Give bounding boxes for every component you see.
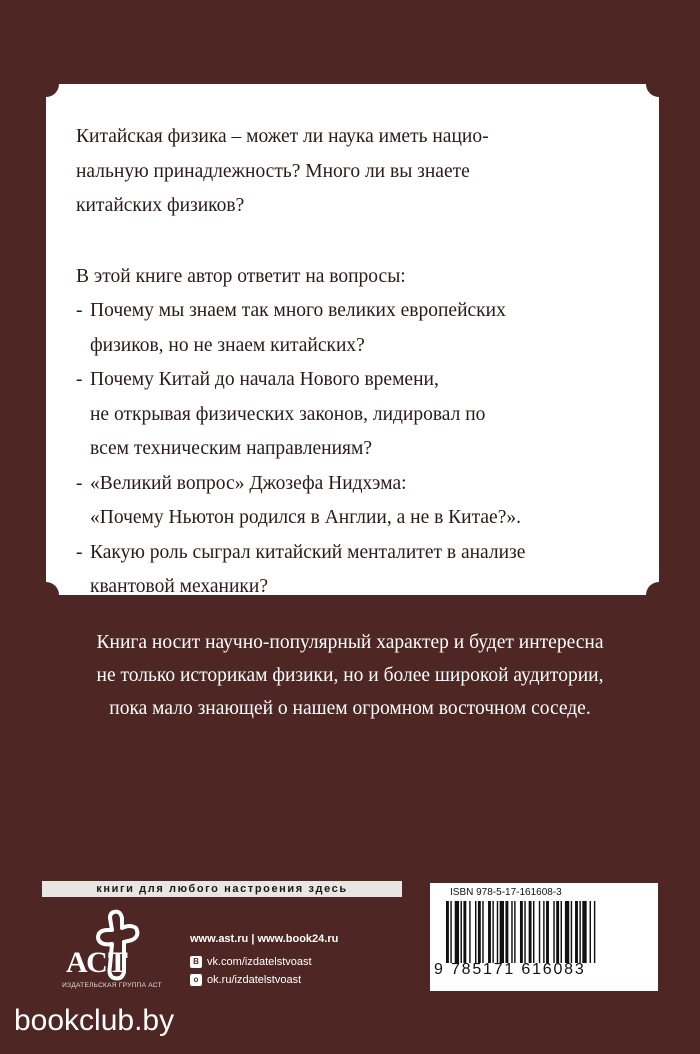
barcode-icon: [446, 901, 642, 963]
intro-line: нальную принадлежность? Много ли вы знаете: [76, 160, 470, 182]
isbn-label: ISBN 978-5-17-161608-3: [450, 887, 562, 898]
list-dash: -: [76, 369, 83, 390]
barcode-bar: [575, 901, 578, 963]
panel-corner-notch: [646, 582, 672, 608]
question-line: Какую роль сыграл китайский менталитет в анализе: [90, 541, 526, 563]
question-line: всем техническим направлениям?: [90, 438, 372, 459]
panel-corner-notch: [33, 582, 59, 608]
barcode-number: 9 785171 616083: [434, 961, 586, 978]
panel-text: [76, 120, 636, 605]
barcode-bar: [539, 901, 540, 963]
barcode-bar: [579, 901, 580, 963]
book-description: [0, 626, 700, 725]
panel-corner-notch: [646, 71, 672, 97]
barcode-bar: [533, 901, 534, 963]
barcode-bar: [475, 901, 476, 963]
question-line: квантовой механики?: [90, 576, 268, 597]
question-item: [76, 294, 636, 363]
logo-caption: ИЗДАТЕЛЬСКАЯ ГРУППА АСТ: [62, 982, 162, 989]
barcode-bar: [514, 901, 515, 963]
watermark: bookclub.by: [14, 1004, 175, 1037]
barcode-bar: [482, 901, 483, 963]
question-line: «Почему Ньютон родился в Англии, а не в Китае?».: [90, 507, 521, 528]
list-dash: -: [76, 541, 83, 563]
barcode-bar: [546, 901, 549, 963]
vk-link[interactable]: [190, 953, 338, 971]
logo-text: АСТ: [66, 946, 128, 979]
ok-link-text: ok.ru/izdatelstvoast: [207, 974, 302, 986]
barcode-bar: [463, 901, 466, 963]
intro-line: Китайская физика – может ли наука иметь нацио-: [76, 126, 489, 147]
barcode-bar: [488, 901, 491, 963]
question-line: не открывая физических законов, лидировал по: [90, 403, 486, 425]
question-line: Почему Китай до начала Нового времени,: [90, 369, 439, 390]
barcode-bar: [556, 901, 559, 963]
barcode-bar: [565, 901, 569, 963]
list-intro: В этой книге автор ответит на вопросы:: [76, 265, 406, 287]
barcode-bar: [553, 901, 554, 963]
barcode-bar: [524, 901, 525, 963]
description-line: Книга носит научно-популярный характер и будет интересна: [96, 632, 604, 653]
barcode-bar: [571, 901, 572, 963]
list-dash: -: [76, 300, 83, 321]
barcode-bar: [469, 901, 470, 963]
ok-icon: o: [190, 974, 202, 986]
question-item: [76, 363, 636, 467]
barcode-bar: [594, 901, 595, 963]
panel-corner-notch: [33, 71, 59, 97]
barcode-bar: [582, 901, 586, 963]
barcode-bar: [520, 901, 523, 963]
question-line: Почему мы знаем так много великих европейских: [90, 300, 506, 321]
barcode-bar: [461, 901, 462, 963]
barcode-bar: [478, 901, 481, 963]
barcode-bar: [497, 901, 498, 963]
publisher-slogan: книги для любого настроения здесь: [42, 881, 402, 897]
barcode-bar: [500, 901, 504, 963]
barcode-bar: [543, 901, 544, 963]
barcode-bar: [505, 901, 508, 963]
barcode-bar: [561, 901, 562, 963]
list-dash: -: [76, 472, 83, 494]
question-line: физиков, но не знаем китайских?: [90, 334, 365, 356]
vk-icon: B: [190, 956, 202, 968]
question-item: [76, 467, 636, 536]
description-line: пока мало знающей о нашем огромном восточном соседе.: [109, 698, 591, 719]
question-line: «Великий вопрос» Джозефа Нидхэма:: [90, 472, 407, 494]
barcode-bar: [590, 901, 591, 963]
description-line: не только историкам физики, но и более широкой аудитории,: [96, 665, 604, 686]
barcode-bar: [455, 901, 459, 963]
annotation-panel: [46, 84, 659, 595]
barcode-bar: [511, 901, 512, 963]
barcode-bar: [446, 901, 449, 963]
question-item: [76, 536, 636, 605]
ok-link[interactable]: [190, 971, 338, 989]
barcode-bar: [492, 901, 493, 963]
vk-link-text: vk.com/izdatelstvoast: [207, 956, 312, 968]
barcode-bar: [450, 901, 451, 963]
intro-line: китайских физиков?: [76, 195, 245, 216]
barcode-box: [430, 883, 658, 991]
publisher-links: [190, 933, 338, 989]
barcode-bar: [529, 901, 532, 963]
websites-link[interactable]: www.ast.ru | www.book24.ru: [190, 933, 339, 945]
